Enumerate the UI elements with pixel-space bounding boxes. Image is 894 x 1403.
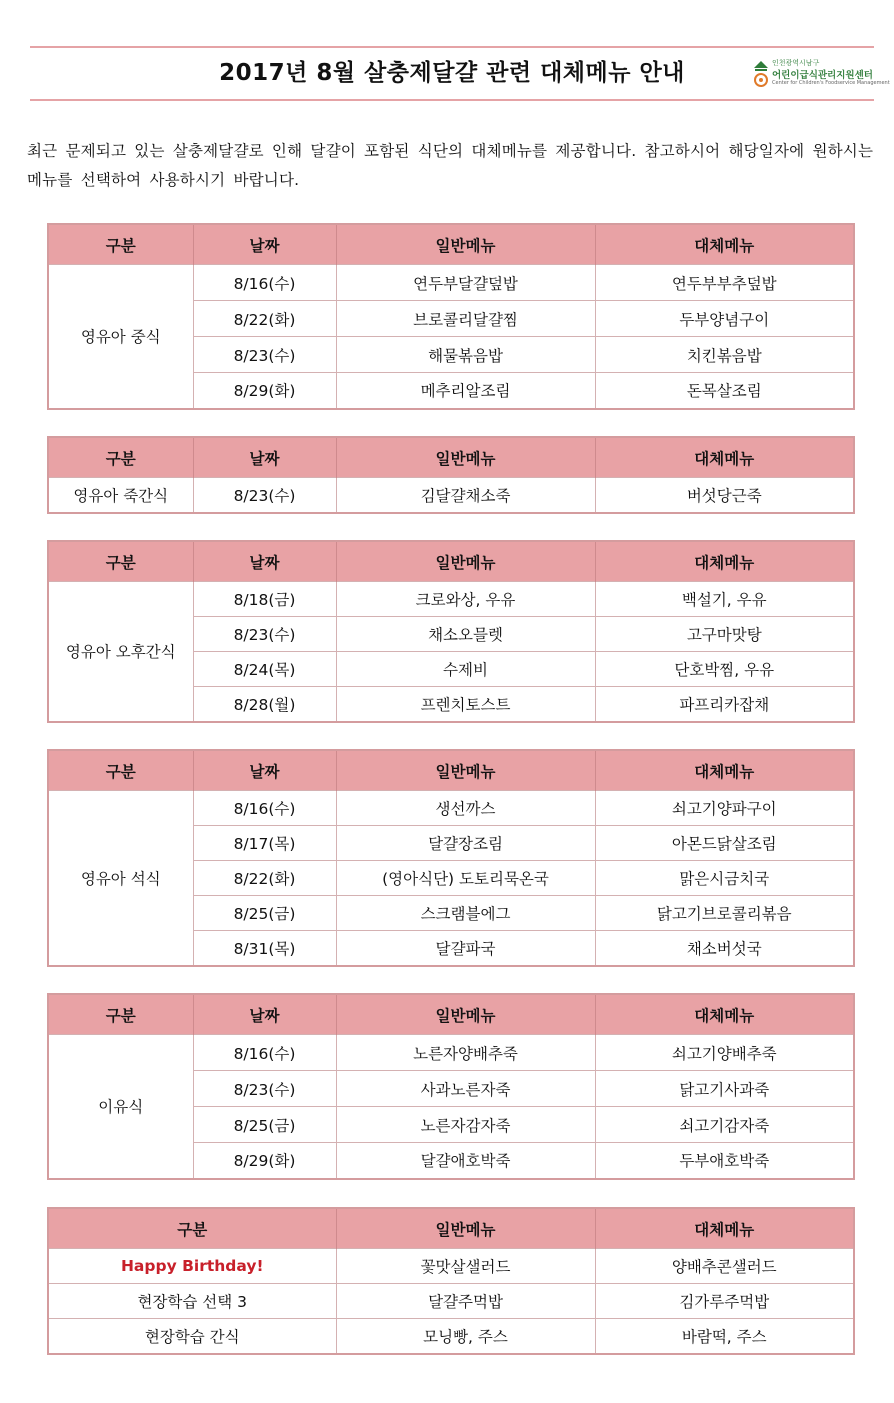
category-cell: 현장학습 간식: [48, 1319, 336, 1354]
date-cell: 8/24(목): [193, 652, 336, 687]
center-logo: [752, 58, 890, 90]
menu-table-special: [47, 1207, 855, 1355]
date-cell: 8/23(수): [193, 1071, 336, 1107]
regular-menu-cell: 달걀파국: [336, 931, 595, 966]
alternative-menu-cell: 버섯당근죽: [595, 478, 854, 513]
header-regular: 일반메뉴: [336, 437, 595, 478]
alternative-menu-cell: 고구마맛탕: [595, 617, 854, 652]
header-alternative: 대체메뉴: [595, 1208, 854, 1249]
menu-table-dinner: [47, 749, 855, 967]
regular-menu-cell: 메추리알조림: [336, 373, 595, 409]
alternative-menu-cell: 쇠고기양파구이: [595, 791, 854, 826]
header-regular: 일반메뉴: [336, 994, 595, 1035]
regular-menu-cell: 노른자감자죽: [336, 1107, 595, 1143]
alternative-menu-cell: 돈목살조림: [595, 373, 854, 409]
regular-menu-cell: 프렌치토스트: [336, 687, 595, 722]
regular-menu-cell: 생선까스: [336, 791, 595, 826]
header-category: 구분: [48, 541, 193, 582]
regular-menu-cell: 달걀장조림: [336, 826, 595, 861]
page-title: 2017년 8월 살충제달걀 관련 대체메뉴 안내: [219, 60, 685, 86]
header-alternative: 대체메뉴: [595, 541, 854, 582]
top-rule: [30, 46, 874, 48]
regular-menu-cell: 크로와상, 우유: [336, 582, 595, 617]
date-cell: 8/16(수): [193, 1035, 336, 1071]
alternative-menu-cell: 단호박찜, 우유: [595, 652, 854, 687]
header-alternative: 대체메뉴: [595, 437, 854, 478]
alternative-menu-cell: 바람떡, 주스: [595, 1319, 854, 1354]
header-date: 날짜: [193, 437, 336, 478]
date-cell: 8/18(금): [193, 582, 336, 617]
alternative-menu-cell: 양배추콘샐러드: [595, 1249, 854, 1284]
date-cell: 8/29(화): [193, 373, 336, 409]
alternative-menu-cell: 연두부부추덮밥: [595, 265, 854, 301]
header-regular: 일반메뉴: [336, 541, 595, 582]
header-category: 구분: [48, 437, 193, 478]
header-date: 날짜: [193, 541, 336, 582]
header-date: 날짜: [193, 994, 336, 1035]
logo-city-text: 인천광역시남구: [772, 59, 820, 67]
alternative-menu-cell: 파프리카잡채: [595, 687, 854, 722]
menu-table-afternoon-snack: [47, 540, 855, 723]
category-cell: 이유식: [48, 1035, 193, 1179]
category-cell-birthday: Happy Birthday!: [48, 1249, 336, 1284]
alternative-menu-cell: 두부애호박죽: [595, 1143, 854, 1179]
header-category: 구분: [48, 994, 193, 1035]
header-regular: 일반메뉴: [336, 750, 595, 791]
logo-center-name: 어린이급식관리지원센터: [772, 70, 873, 81]
date-cell: 8/16(수): [193, 791, 336, 826]
alternative-menu-cell: 치킨볶음밥: [595, 337, 854, 373]
category-cell: 영유아 석식: [48, 791, 193, 966]
regular-menu-cell: 수제비: [336, 652, 595, 687]
date-cell: 8/25(금): [193, 1107, 336, 1143]
header-date: 날짜: [193, 750, 336, 791]
date-cell: 8/25(금): [193, 896, 336, 931]
regular-menu-cell: 모닝빵, 주스: [336, 1319, 595, 1354]
alternative-menu-cell: 맑은시금치국: [595, 861, 854, 896]
category-cell: 영유아 중식: [48, 265, 193, 409]
date-cell: 8/23(수): [193, 337, 336, 373]
regular-menu-cell: 브로콜리달걀찜: [336, 301, 595, 337]
regular-menu-cell: (영아식단) 도토리묵온국: [336, 861, 595, 896]
alternative-menu-cell: 쇠고기감자죽: [595, 1107, 854, 1143]
regular-menu-cell: 노른자양배추죽: [336, 1035, 595, 1071]
alternative-menu-cell: 닭고기사과죽: [595, 1071, 854, 1107]
regular-menu-cell: 김달걀채소죽: [336, 478, 595, 513]
header-category: 구분: [48, 750, 193, 791]
header-alternative: 대체메뉴: [595, 750, 854, 791]
bottom-rule: [30, 99, 874, 101]
regular-menu-cell: 사과노른자죽: [336, 1071, 595, 1107]
menu-table-lunch: [47, 223, 855, 410]
header-alternative: 대체메뉴: [595, 994, 854, 1035]
regular-menu-cell: 달걀애호박죽: [336, 1143, 595, 1179]
regular-menu-cell: 채소오믈렛: [336, 617, 595, 652]
regular-menu-cell: 스크램블에그: [336, 896, 595, 931]
header-category: 구분: [48, 224, 193, 265]
alternative-menu-cell: 아몬드닭살조림: [595, 826, 854, 861]
date-cell: 8/22(화): [193, 861, 336, 896]
menu-table-baby-food: [47, 993, 855, 1180]
date-cell: 8/23(수): [193, 478, 336, 513]
regular-menu-cell: 달걀주먹밥: [336, 1284, 595, 1319]
header-alternative: 대체메뉴: [595, 224, 854, 265]
category-cell: 현장학습 선택 3: [48, 1284, 336, 1319]
category-cell: 영유아 오후간식: [48, 582, 193, 722]
date-cell: 8/31(목): [193, 931, 336, 966]
category-cell: 영유아 죽간식: [48, 478, 193, 513]
date-cell: 8/17(목): [193, 826, 336, 861]
regular-menu-cell: 해물볶음밥: [336, 337, 595, 373]
header-regular: 일반메뉴: [336, 224, 595, 265]
alternative-menu-cell: 채소버섯국: [595, 931, 854, 966]
date-cell: 8/22(화): [193, 301, 336, 337]
date-cell: 8/29(화): [193, 1143, 336, 1179]
date-cell: 8/28(월): [193, 687, 336, 722]
intro-paragraph: 최근 문제되고 있는 살충제달걀로 인해 달걀이 포함된 식단의 대체메뉴를 제공합니다. 참고하시어 해당일자에 원하시는 메뉴를 선택하여 사용하시기 바랍니다.: [27, 142, 874, 189]
alternative-menu-cell: 쇠고기양배추죽: [595, 1035, 854, 1071]
header-regular: 일반메뉴: [336, 1208, 595, 1249]
menu-table-porridge-snack: [47, 436, 855, 514]
alternative-menu-cell: 두부양념구이: [595, 301, 854, 337]
alternative-menu-cell: 닭고기브로콜리볶음: [595, 896, 854, 931]
logo-english-name: Center for Children's Foodservice Management: [772, 80, 890, 86]
header-date: 날짜: [193, 224, 336, 265]
alternative-menu-cell: 김가루주먹밥: [595, 1284, 854, 1319]
header-category: 구분: [48, 1208, 336, 1249]
logo-icon: [752, 58, 770, 90]
date-cell: 8/16(수): [193, 265, 336, 301]
alternative-menu-cell: 백설기, 우유: [595, 582, 854, 617]
date-cell: 8/23(수): [193, 617, 336, 652]
regular-menu-cell: 꽃맛살샐러드: [336, 1249, 595, 1284]
regular-menu-cell: 연두부달걀덮밥: [336, 265, 595, 301]
